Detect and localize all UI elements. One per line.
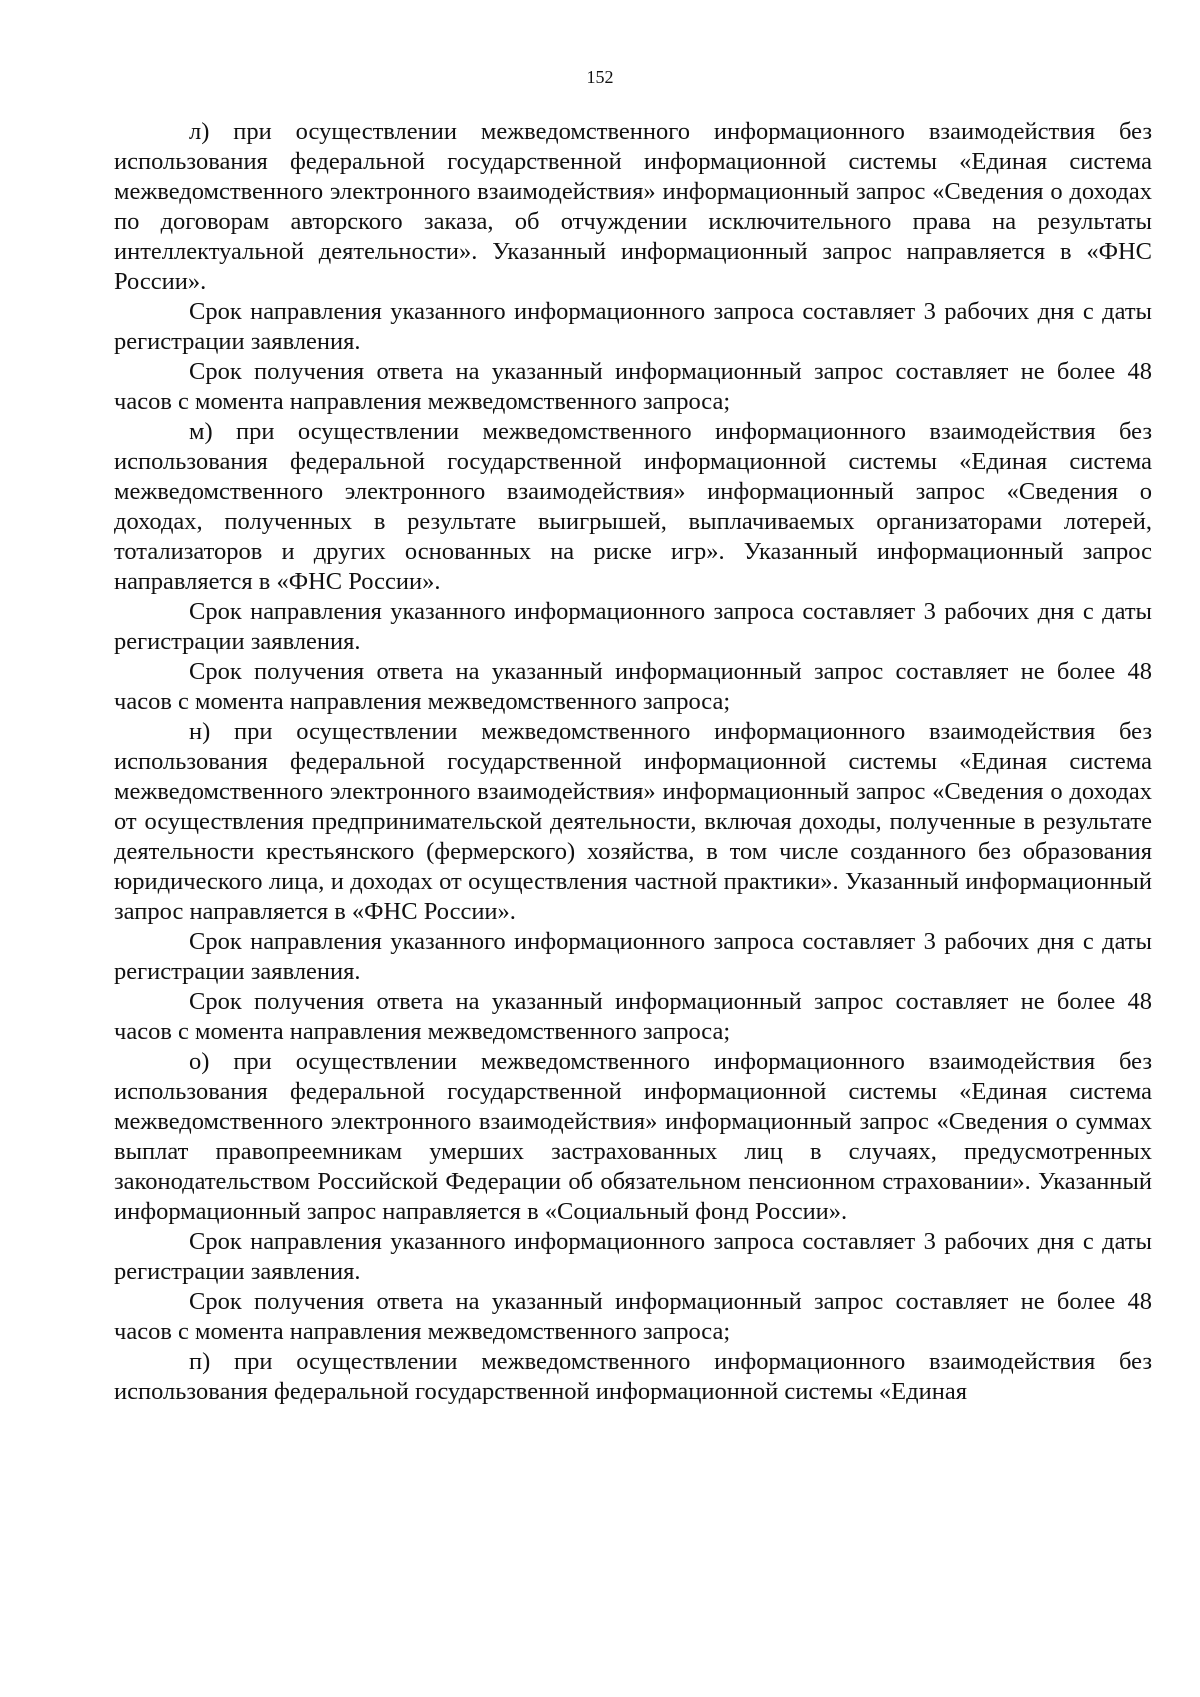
paragraph-request-deadline: Срок направления указанного информационного запроса составляет 3 рабочих дня с даты регистрации заявления. [114,598,1152,655]
paragraph-response-deadline: Срок получения ответа на указанный информационный запрос составляет не более 48 часов с момента направления межведомственного запроса; [114,988,1152,1045]
paragraph-response-deadline: Срок получения ответа на указанный информационный запрос составляет не более 48 часов с момента направления межведомственного запроса; [114,358,1152,415]
paragraph-item-o: о) при осуществлении межведомственного информационного взаимодействия без использования федеральной государственной информационной системы «Единая система межведомственного электронного взаимодействия» информационный запрос «Сведения о суммах выплат правопреемникам умерших застрахованных лиц в случаях, предусмотренных законодательством Российской Федерации об обязательном пенсионном страховании». Указанный информационный запрос направляется в «Социальный фонд России». [114,1048,1152,1225]
paragraph-item-l: л) при осуществлении межведомственного информационного взаимодействия без использования федеральной государственной информационной системы «Единая система межведомственного электронного взаимодействия» информационный запрос «Сведения о доходах по договорам авторского заказа, об отчуждении исключительного права на результаты интеллектуальной деятельности». Указанный информационный запрос направляется в «ФНС России». [114,118,1152,295]
paragraph-item-n: н) при осуществлении межведомственного информационного взаимодействия без использования федеральной государственной информационной системы «Единая система межведомственного электронного взаимодействия» информационный запрос «Сведения о доходах от осуществления предпринимательской деятельности, включая доходы, полученные в результате деятельности крестьянского (фермерского) хозяйства, в том числе созданного без образования юридического лица, и доходах от осуществления частной практики». Указанный информационный запрос направляется в «ФНС России». [114,718,1152,925]
paragraph-item-p: п) при осуществлении межведомственного информационного взаимодействия без использования федеральной государственной информационной системы «Единая [114,1348,1152,1405]
paragraph-request-deadline: Срок направления указанного информационного запроса составляет 3 рабочих дня с даты регистрации заявления. [114,928,1152,985]
paragraph-request-deadline: Срок направления указанного информационного запроса составляет 3 рабочих дня с даты регистрации заявления. [114,1228,1152,1285]
page-number: 152 [586,67,614,87]
paragraph-response-deadline: Срок получения ответа на указанный информационный запрос составляет не более 48 часов с момента направления межведомственного запроса; [114,658,1152,715]
paragraph-item-m: м) при осуществлении межведомственного информационного взаимодействия без использования федеральной государственной информационной системы «Единая система межведомственного электронного взаимодействия» информационный запрос «Сведения о доходах, полученных в результате выигрышей, выплачиваемых организаторами лотерей, тотализаторов и других основанных на риске игр». Указанный информационный запрос направляется в «ФНС России». [114,418,1152,595]
paragraph-request-deadline: Срок направления указанного информационного запроса составляет 3 рабочих дня с даты регистрации заявления. [114,298,1152,355]
document-body [114,117,1152,1407]
paragraph-response-deadline: Срок получения ответа на указанный информационный запрос составляет не более 48 часов с момента направления межведомственного запроса; [114,1288,1152,1345]
